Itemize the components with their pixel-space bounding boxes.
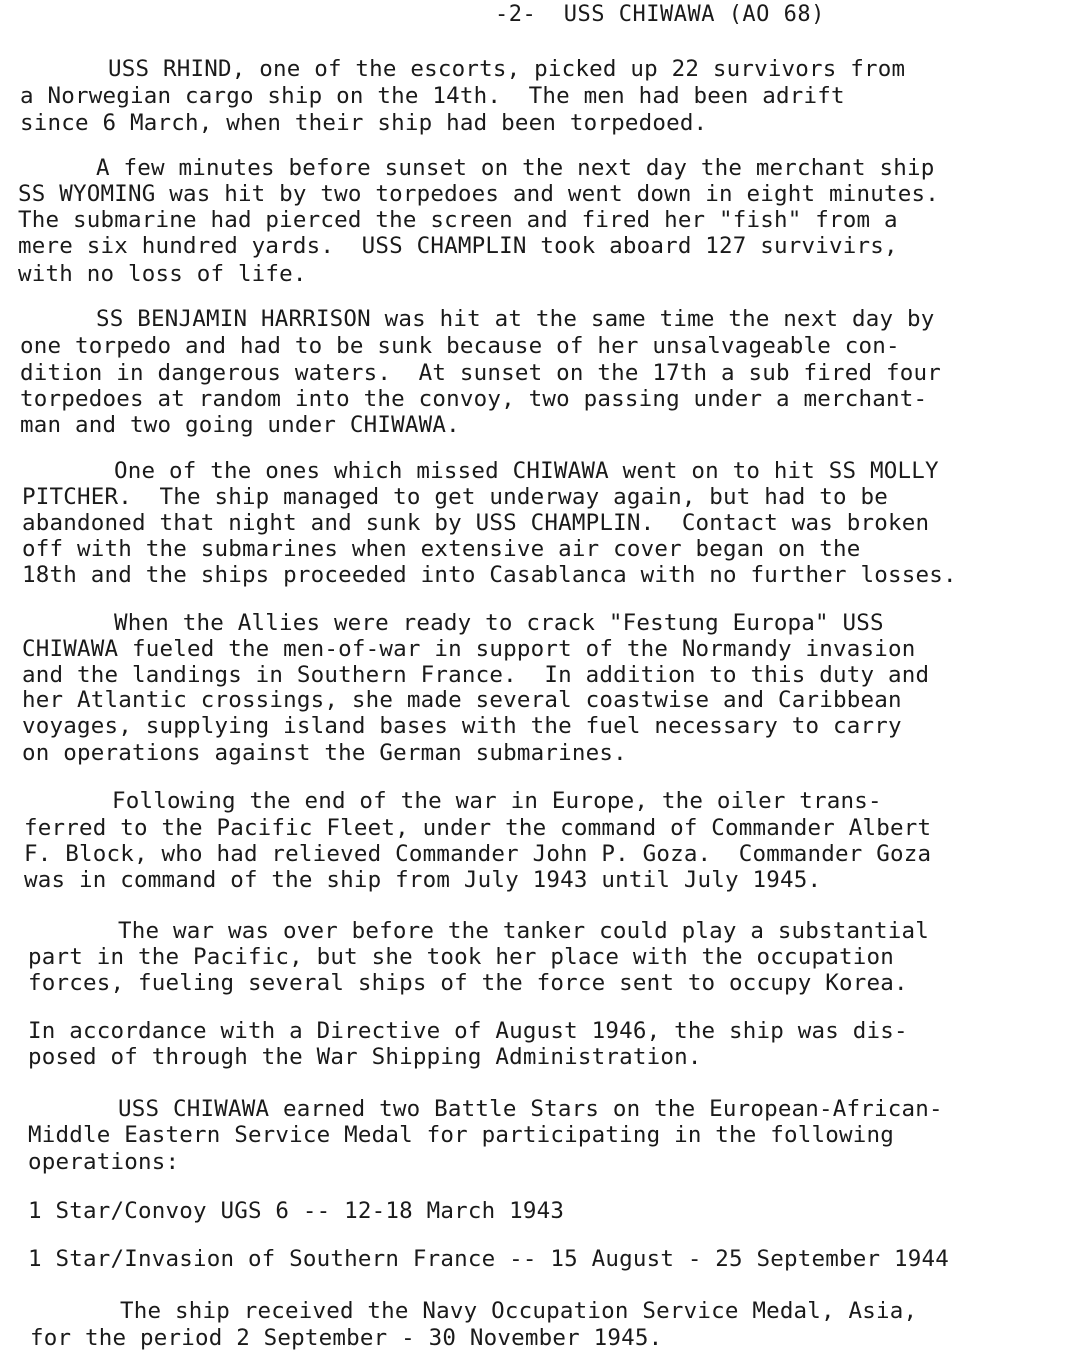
text-line: abandoned that night and sunk by USS CHAMPLIN. Contact was broken: [22, 510, 930, 536]
text-line: torpedoes at random into the convoy, two passing under a merchant-: [20, 386, 928, 412]
battle-star-entry: 1 Star/Invasion of Southern France -- 15 August - 25 September 1944: [28, 1246, 949, 1272]
text-line: dition in dangerous waters. At sunset on the 17th a sub fired four: [20, 360, 941, 386]
page-header: [495, 2, 825, 27]
text-line: since 6 March, when their ship had been torpedoed.: [20, 110, 708, 136]
text-line: on operations against the German submarines.: [22, 740, 627, 766]
text-line: a Norwegian cargo ship on the 14th. The men had been adrift: [20, 83, 845, 109]
text-line: PITCHER. The ship managed to get underway again, but had to be: [22, 484, 889, 510]
text-line: posed of through the War Shipping Administration.: [28, 1044, 702, 1070]
text-line: The war was over before the tanker could play a substantial: [118, 918, 930, 944]
text-line: SS BENJAMIN HARRISON was hit at the same time the next day by: [96, 306, 935, 332]
text-line: One of the ones which missed CHIWAWA went on to hit SS MOLLY: [114, 458, 939, 484]
text-line: When the Allies were ready to crack "Festung Europa" USS: [114, 610, 884, 636]
text-line: man and two going under CHIWAWA.: [20, 412, 460, 438]
text-line: off with the submarines when extensive air cover began on the: [22, 536, 861, 562]
document-title: USS CHIWAWA (AO 68): [563, 2, 825, 27]
text-line: In accordance with a Directive of August 1946, the ship was dis-: [28, 1018, 908, 1044]
text-line: for the period 2 September - 30 November 1945.: [30, 1325, 663, 1351]
text-line: forces, fueling several ships of the force sent to occupy Korea.: [28, 970, 908, 996]
text-line: F. Block, who had relieved Commander John P. Goza. Commander Goza: [24, 841, 932, 867]
text-line: Following the end of the war in Europe, the oiler trans-: [112, 788, 882, 814]
text-line: mere six hundred yards. USS CHAMPLIN took aboard 127 survivirs,: [18, 233, 898, 259]
text-line: The ship received the Navy Occupation Service Medal, Asia,: [120, 1298, 918, 1324]
page-number: -2-: [495, 2, 537, 27]
text-line: The submarine had pierced the screen and fired her "fish" from a: [18, 207, 898, 233]
text-line: operations:: [28, 1149, 180, 1175]
text-line: and the landings in Southern France. In addition to this duty and: [22, 662, 930, 688]
text-line: A few minutes before sunset on the next day the merchant ship: [96, 155, 935, 181]
text-line: USS RHIND, one of the escorts, picked up 22 survivors from: [108, 56, 906, 82]
text-line: her Atlantic crossings, she made several coastwise and Caribbean: [22, 687, 902, 713]
text-line: ferred to the Pacific Fleet, under the command of Commander Albert: [24, 815, 932, 841]
text-line: USS CHIWAWA earned two Battle Stars on the European-African-: [118, 1096, 943, 1122]
text-line: part in the Pacific, but she took her place with the occupation: [28, 944, 895, 970]
text-line: was in command of the ship from July 1943 until July 1945.: [24, 867, 822, 893]
text-line: with no loss of life.: [18, 261, 307, 287]
text-line: Middle Eastern Service Medal for participating in the following: [28, 1122, 895, 1148]
text-line: SS WYOMING was hit by two torpedoes and went down in eight minutes.: [18, 181, 939, 207]
text-line: one torpedo and had to be sunk because of her unsalvageable con-: [20, 333, 900, 359]
text-line: CHIWAWA fueled the men-of-war in support of the Normandy invasion: [22, 636, 916, 662]
battle-star-entry: 1 Star/Convoy UGS 6 -- 12-18 March 1943: [28, 1198, 565, 1224]
text-line: voyages, supplying island bases with the fuel necessary to carry: [22, 713, 902, 739]
text-line: 18th and the ships proceeded into Casablanca with no further losses.: [22, 562, 957, 588]
